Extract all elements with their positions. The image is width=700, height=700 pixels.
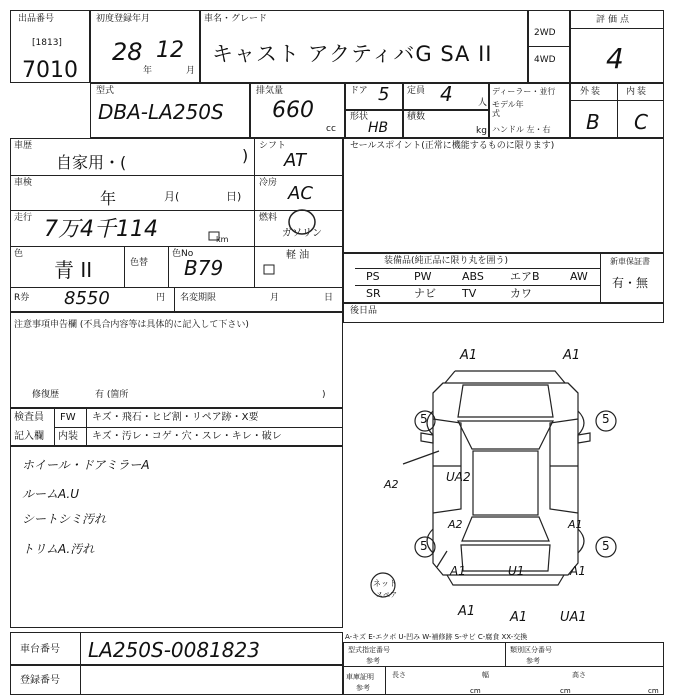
name-change-month: 月	[270, 293, 280, 303]
spare-label: スペア	[376, 591, 397, 599]
color-no-label: 色No	[172, 249, 194, 259]
mark-bottom-ua1: UA1	[560, 610, 587, 625]
color-value: 青 II	[54, 258, 93, 282]
color-no-value: B79	[184, 256, 224, 280]
mark-rear-left: A1	[450, 564, 466, 578]
mark-roof: UA2	[446, 470, 471, 484]
owner-value: 自家用・(	[56, 153, 127, 172]
exterior-label: 外装	[580, 87, 603, 97]
repair-label: 修復歴	[32, 390, 60, 400]
cert-class-ref: 参考	[526, 657, 540, 665]
displacement-label: 排気量	[256, 86, 284, 96]
shape-label: 形状	[350, 112, 369, 122]
inspection-label: 車検	[14, 178, 33, 188]
notes-label: 注意事項申告欄 (不具合内容等は具体的に記入して下さい)	[14, 320, 249, 330]
doors-label: ドア	[350, 86, 368, 96]
year-unit: 年	[143, 66, 153, 76]
equipment-item-r2-2: TV	[462, 287, 477, 300]
inspection-month: 月(	[164, 190, 180, 203]
fuel-light-oil: 軽 油	[286, 250, 310, 261]
shift-label: シフト	[259, 141, 287, 151]
reg-label: 登録番号	[20, 675, 60, 686]
mark-bottom-a1-mid: A1	[510, 610, 528, 625]
warranty-value: 有・無	[612, 276, 649, 290]
tire-fl-grade: 5	[420, 412, 428, 426]
spare-tire-mark: ネット	[373, 579, 397, 588]
exterior-value: B	[586, 110, 600, 134]
type-label: 型式	[96, 86, 115, 96]
ac-label: 冷房	[259, 178, 278, 188]
legend-text: A-キズ E-エクボ U-凹み W-補修跡 S-サビ C-腐食 XX-交換	[345, 633, 528, 641]
first-reg-label: 初度登録年月	[96, 14, 151, 24]
height-cm: cm	[648, 687, 659, 695]
equipment-item-r1-2: ABS	[462, 270, 484, 283]
type-value: DBA-LA250S	[98, 100, 224, 124]
first-reg-year: 28	[112, 38, 143, 66]
length-label: 長さ	[392, 671, 406, 679]
equipment-item-r1-4: AW	[570, 270, 588, 283]
owner-label: 車歴	[14, 141, 33, 151]
shape-value: HB	[368, 120, 389, 136]
inspection-value: 年	[100, 189, 117, 208]
fw-text: キズ・飛石・ヒビ割・リペア跡・X要	[92, 412, 259, 423]
dealer-label: ディーラー・並行	[492, 87, 556, 96]
equipment-item-r1-0: PS	[366, 270, 380, 283]
ac-value: AC	[288, 183, 313, 204]
chassis-label: 車台番号	[20, 644, 60, 655]
repair-close: )	[322, 390, 326, 400]
interior-label: 内装	[626, 87, 649, 97]
kg-unit: kg	[476, 126, 487, 136]
length-cm: cm	[470, 687, 481, 695]
name-change-label: 名変期限	[180, 293, 217, 303]
color-change-label: 色替	[130, 258, 149, 268]
note-4: トリムA.汚れ	[22, 542, 95, 556]
recycle-value: 8550	[64, 288, 110, 309]
shift-value: AT	[284, 150, 306, 171]
mileage-label: 走行	[14, 213, 33, 223]
cert-type-label: 型式指定番号	[348, 646, 390, 654]
cert-class-label: 類別区分番号	[510, 646, 552, 654]
name-change-day: 日	[324, 293, 334, 303]
model-name: キャスト アクティバG SA II	[212, 42, 493, 66]
lot-code: [1813]	[32, 38, 62, 48]
width-label: 幅	[482, 671, 489, 679]
mark-top-right: A1	[563, 348, 581, 363]
equipment-item-r2-0: SR	[366, 287, 381, 300]
score-label: 評価点	[596, 15, 633, 25]
mark-rear-right: A1	[570, 564, 586, 578]
lot-label: 出品番号	[18, 14, 55, 24]
after-box	[343, 303, 664, 323]
height-label: 高さ	[572, 671, 586, 679]
equipment-item-r1-3: エアB	[510, 270, 540, 283]
cc-unit: cc	[326, 124, 336, 134]
loading-label: 積数	[407, 112, 426, 122]
mark-door-right: A1	[568, 518, 583, 531]
capacity-label: 定員	[407, 86, 426, 96]
doors-value: 5	[378, 84, 390, 105]
tire-rl-grade: 5	[420, 539, 428, 553]
garage-label: 車庫証明	[346, 673, 374, 681]
warranty-label: 新車保証書	[610, 257, 650, 266]
equipment-item-r2-1: ナビ	[414, 287, 436, 300]
sales-point-label: セールスポイント(正常に機能するものに限ります)	[350, 141, 555, 151]
color-label: 色	[14, 249, 24, 259]
month-unit: 月	[186, 66, 196, 76]
drive-2wd: 2WD	[534, 28, 556, 38]
width-cm: cm	[560, 687, 571, 695]
ruled-mark-2	[262, 263, 278, 277]
cert-box	[343, 642, 664, 695]
km-unit: km	[216, 235, 229, 244]
lot-number: 7010	[22, 58, 78, 83]
mark-trunk: U1	[508, 564, 525, 578]
note-3: シートシミ汚れ	[22, 512, 107, 526]
chassis-value: LA250S-0081823	[88, 638, 260, 662]
capacity-value: 4	[440, 82, 453, 106]
after-label: 後日品	[350, 306, 378, 316]
remarks-area	[10, 446, 343, 628]
ruled-mark	[207, 230, 223, 242]
displacement-value: 660	[272, 98, 314, 123]
note-1: ホイール・ドアミラーA	[22, 458, 150, 472]
model-year-label: モデル年式	[492, 100, 524, 118]
inspector-label: 検査員	[14, 412, 44, 423]
tire-rr-grade: 5	[602, 539, 610, 553]
mark-side-left: A2	[384, 478, 399, 491]
interior-value: C	[634, 110, 648, 134]
note-2: ルームA.U	[22, 487, 80, 501]
mark-top-left: A1	[460, 348, 478, 363]
tire-fr-grade: 5	[602, 412, 610, 426]
inspection-day: 日)	[226, 190, 242, 203]
equipment-title: 装備品(純正品に限り丸を囲う)	[384, 256, 509, 266]
handle-label: ハンドル 左・右	[492, 125, 551, 134]
cert-type-ref: 参考	[366, 657, 380, 665]
remarks-label: 記入欄	[14, 431, 44, 442]
drive-4wd: 4WD	[534, 55, 556, 65]
yen-unit: 円	[156, 293, 166, 303]
mileage-value: 7万4千114	[44, 217, 158, 242]
owner-close: )	[242, 146, 249, 165]
capacity-unit: 人	[478, 98, 488, 108]
score-value: 4	[606, 42, 624, 75]
fuel-label: 燃料	[259, 213, 278, 223]
sales-point-box	[343, 138, 664, 253]
fuel-circle	[284, 206, 324, 238]
first-reg-month: 12	[156, 38, 184, 63]
mark-door-left: A2	[448, 518, 463, 531]
interior-text: キズ・汚レ・コゲ・穴・スレ・キレ・破レ	[92, 431, 282, 442]
fw-label: FW	[60, 412, 76, 423]
equipment-item-r1-1: PW	[414, 270, 432, 283]
model-name-label: 車名・グレード	[204, 14, 268, 24]
interior-tag: 内装	[58, 431, 78, 442]
garage-ref: 参考	[356, 684, 370, 692]
repair-value: 有 (箇所	[95, 390, 129, 400]
equipment-item-r2-3: カワ	[510, 287, 532, 300]
recycle-label: R券	[14, 293, 30, 303]
fuel-gasoline: ガソリン	[282, 228, 322, 239]
mark-bottom-a1-left: A1	[458, 604, 476, 619]
